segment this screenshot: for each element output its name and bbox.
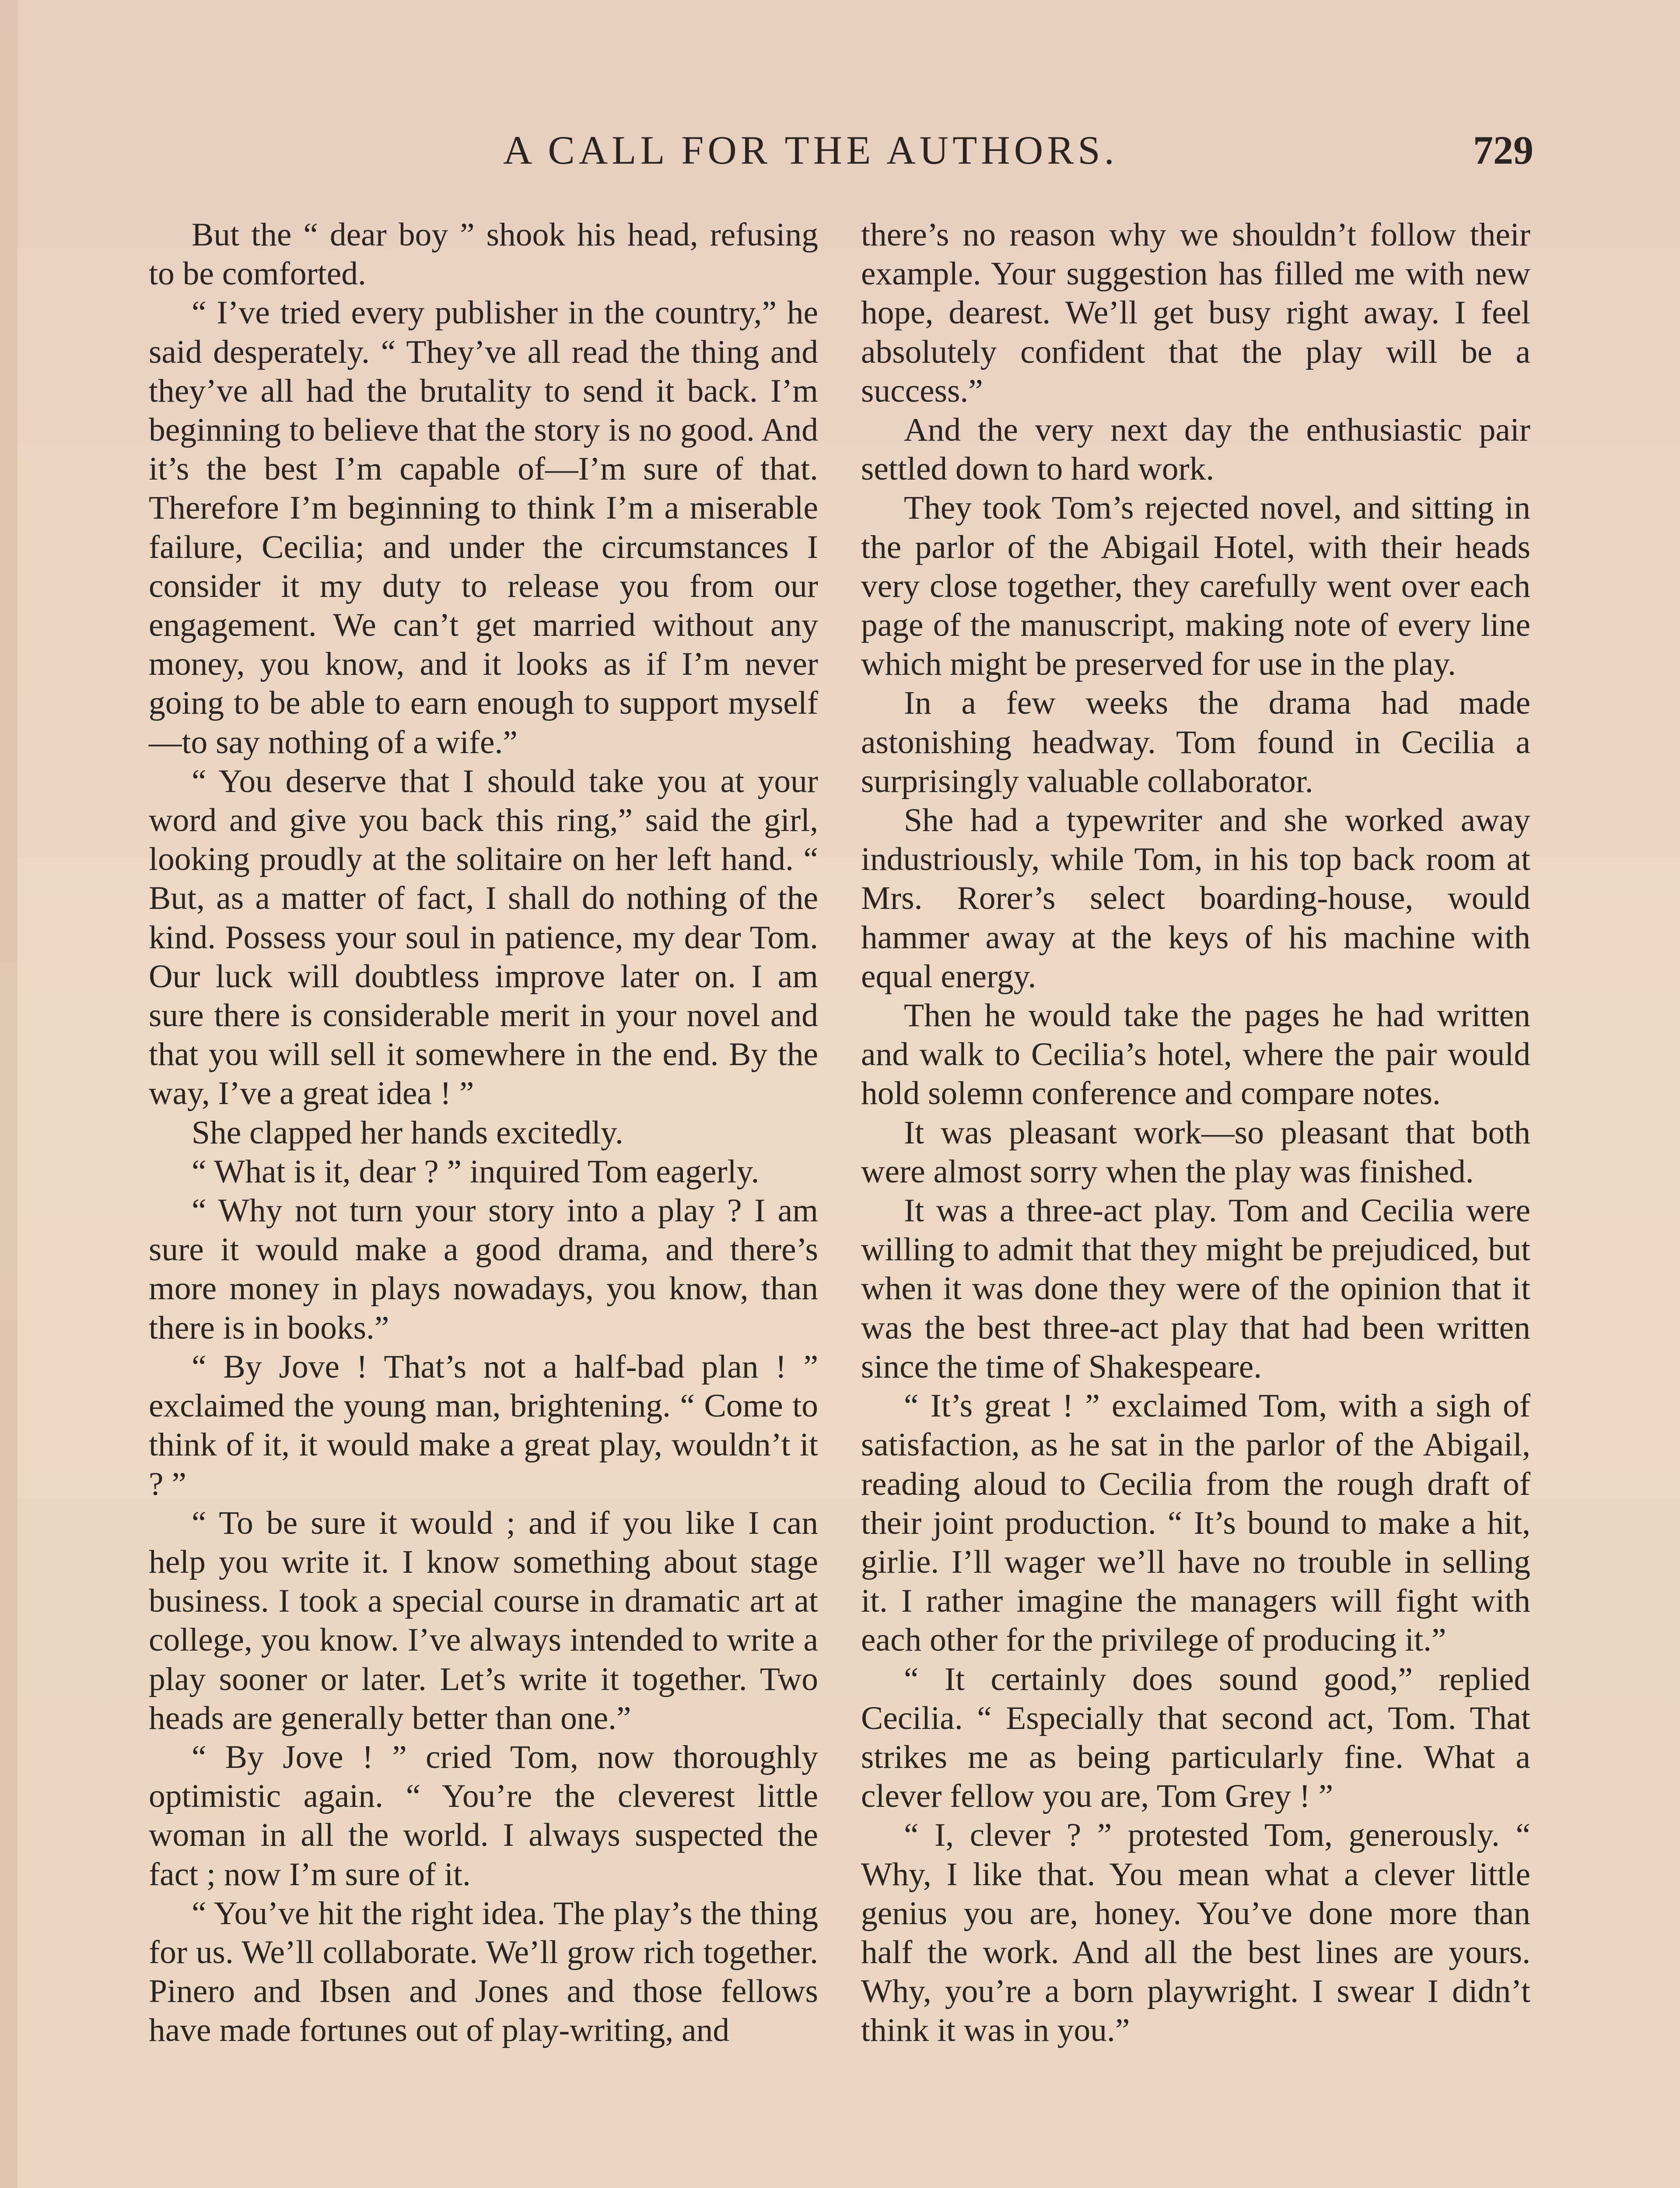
paragraph: She had a typewriter and she worked away industriously, while Tom, in his top back room at Mrs. Rorer’s select boarding-house, would hammer away at the keys of his machine with equal energy. [861,802,1530,995]
paragraph: “ It certainly does sound good,” replied Cecilia. “ Especially that second act, Tom. That strikes me as being particularly fine. What a clever fellow you are, Tom Grey ! ” [861,1661,1530,1815]
paragraph: In a few weeks the drama had made astonishing headway. Tom found in Cecilia a surprisingly valuable collaborator. [861,685,1530,799]
paragraph: But the “ dear boy ” shook his head, refusing to be comforted. [149,217,818,292]
paragraph: “ It’s great ! ” exclaimed Tom, with a sigh of satisfaction, as he sat in the parlor of the Abigail, reading aloud to Cecilia from the rough draft of their joint production. “ It’s bound to make a hit, girlie. I’ll wager we’ll have no trouble in selling it. I rather imagine the managers will fight with each other for the privilege of producing it.” [861,1388,1530,1659]
paragraph: “ By Jove ! That’s not a half-bad plan ! ” exclaimed the young man, brightening. “ Come to think of it, it would make a great play, wouldn’t it ? ” [149,1348,818,1502]
paragraph: They took Tom’s rejected novel, and sitting in the parlor of the Abigail Hotel, with their heads very close together, they carefully went over each page of the manuscript, making note of every line which might be preserved for use in the play. [861,490,1530,683]
paragraph: “ What is it, dear ? ” inquired Tom eagerly. [192,1153,760,1190]
running-title: A CALL FOR THE AUTHORS. [503,128,1118,172]
paragraph: “ Why not turn your story into a play ? I am sure it would make a good drama, and there’s more money in plays nowadays, you know, than there is in books.” [149,1192,818,1346]
page-number: 729 [1473,128,1533,172]
page-edge-shadow [0,0,18,2188]
paragraph: “ To be sure it would ; and if you like I can help you write it. I know something about stage business. I took a special course in dramatic art at college, you know. I’ve always intended to write a play sooner or later. Let’s write it together. Two heads are generally better than one.” [149,1504,818,1736]
right-column [861,215,1530,2050]
paragraph: “ By Jove ! ” cried Tom, now thoroughly optimistic again. “ You’re the cleverest little woman in all the world. I always suspected the fact ; now I’m sure of it. [149,1739,818,1893]
paragraph: Then he would take the pages he had written and walk to Cecilia’s hotel, where the pair would hold solemn conference and compare notes. [861,997,1530,1112]
paragraph: “ I’ve tried every publisher in the country,” he said desperately. “ They’ve all read the thing and they’ve all had the brutality to send it back. I’m beginning to believe that the story is no good. And it’s the best I’m capable of—I’m sure of that. Therefore I’m beginning to think I’m a miserable failure, Cecilia; and under the circumstances I consider it my duty to release you from our engagement. We can’t get married without any money, you know, and it looks as if I’m never going to be able to earn enough to support myself—to say nothing of a wife.” [149,295,818,761]
paragraph: And the very next day the enthusiastic pair settled down to hard work. [861,412,1530,487]
paragraph: It was a three-act play. Tom and Cecilia were willing to admit that they might be prejudiced, but when it was done they were of the opinion that it was the best three-act play that had been written since the time of Shakespeare. [861,1192,1530,1385]
paragraph-continued: there’s no reason why we shouldn’t follow their example. Your suggestion has filled me with new hope, dearest. We’ll get busy right away. I feel absolutely confident that the play will be a success.” [861,217,1530,409]
paragraph: “ You deserve that I should take you at your word and give you back this ring,” said the girl, looking proudly at the solitaire on her left hand. “ But, as a matter of fact, I shall do nothing of the kind. Possess your soul in patience, my dear Tom. Our luck will doubtless improve later on. I am sure there is considerable merit in your novel and that you will sell it somewhere in the end. By the way, I’ve a great idea ! ” [149,763,818,1112]
paragraph: It was pleasant work—so pleasant that both were almost sorry when the play was finished. [861,1114,1530,1190]
paragraph: “ I, clever ? ” protested Tom, generously. “ Why, I like that. You mean what a clever little genius you are, honey. You’ve done more than half the work. And all the best lines are yours. Why, you’re a born playwright. I swear I didn’t think it was in you.” [861,1817,1530,2049]
left-column [149,215,818,2050]
paragraph: She clapped her hands excitedly. [192,1114,623,1151]
paragraph: “ You’ve hit the right idea. The play’s the thing for us. We’ll collaborate. We’ll grow rich together. Pinero and Ibsen and Jones and those fellows have made fortunes out of play-writing, and [149,1895,818,2049]
page-header [0,127,1680,188]
